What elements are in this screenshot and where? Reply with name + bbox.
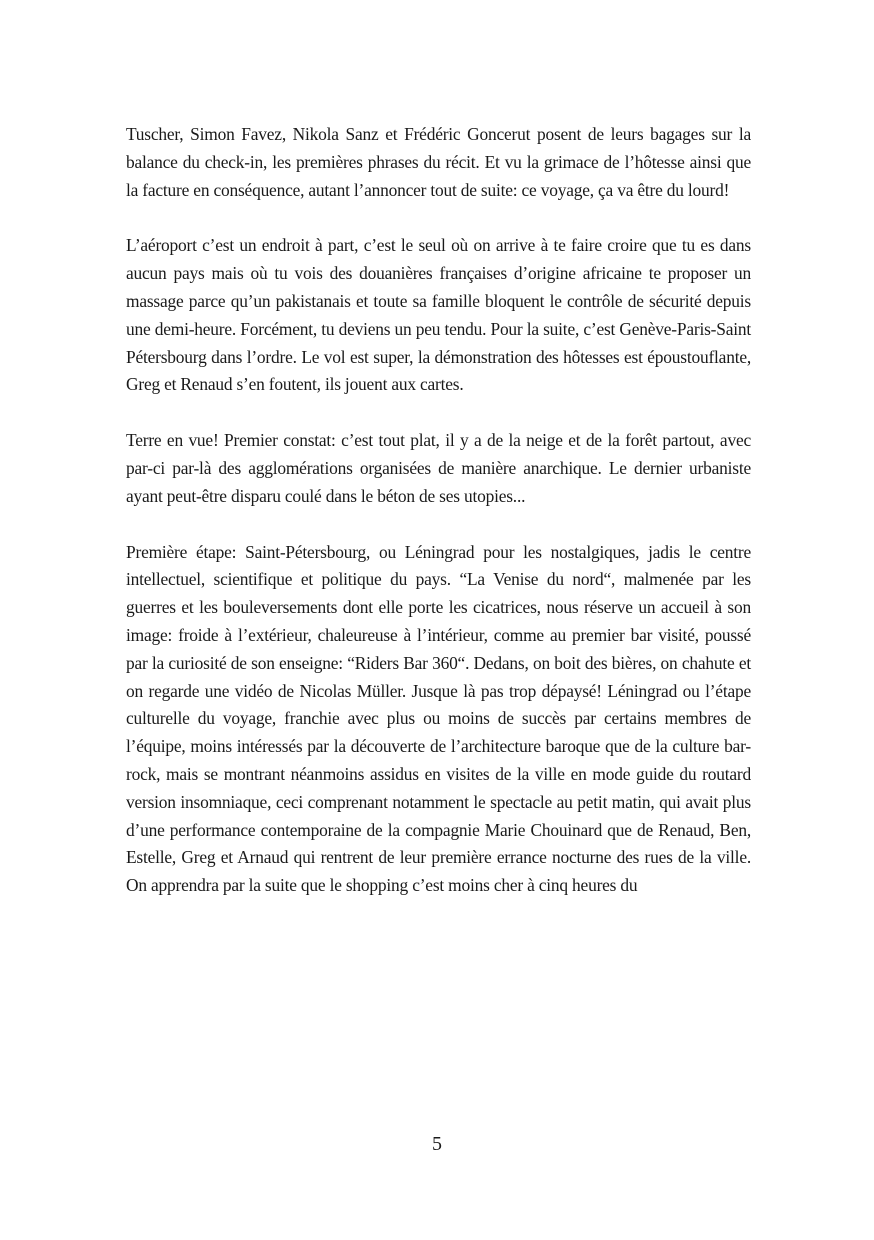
page-number: 5 bbox=[432, 1133, 442, 1155]
paragraph-2: L’aéroport c’est un endroit à part, c’est le seul où on arrive à te faire croire que tu es dans aucun pays mais où tu vois des douanières françaises d’origine africaine te proposer un massage parce qu’un pakistanais et toute sa famille bloquent le contrôle de sécurité depuis une demi-heure. Forcément, tu deviens un peu tendu. Pour la suite, c’est Genève-Paris-Saint Pétersbourg dans l’ordre. Le vol est super, la démonstration des hôtesses est époustouflante, Greg et Renaud s’en foutent, ils jouent aux cartes. bbox=[126, 235, 751, 395]
paragraph-1: Tuscher, Simon Favez, Nikola Sanz et Frédéric Goncerut posent de leurs bagages sur la balance du check-in, les premières phrases du récit. Et vu la grimace de l’hôtesse ainsi que la facture en conséquence, autant l’annoncer tout de suite: ce voyage, ça va être du lourd! bbox=[126, 124, 751, 200]
body-text bbox=[126, 121, 751, 928]
paragraph-3: Terre en vue! Premier constat: c’est tout plat, il y a de la neige et de la forêt partout, avec par-ci par-là des agglomérations organisées de manière anarchique. Le dernier urbaniste ayant peut-être disparu coulé dans le béton de ses utopies... bbox=[126, 430, 751, 506]
paragraph-4: Première étape: Saint-Pétersbourg, ou Léningrad pour les nostalgiques, jadis le centre intellectuel, scientifique et politique du pays. “La Venise du nord“, malmenée par les guerres et les bouleversements dont elle porte les cicatrices, nous réserve un accueil à son image: froide à l’extérieur, chaleureuse à l’intérieur, comme au premier bar visité, poussé par la curiosité de son enseigne: “Riders Bar 360“. Dedans, on boit des bières, on chahute et on regarde une vidéo de Nicolas Müller. Jusque là pas trop dépaysé! Léningrad ou l’étape culturelle du voyage, franchie avec plus ou moins de succès par certains membres de l’équipe, moins intéressés par la découverte de l’architecture baroque que de la culture bar-rock, mais se montrant néanmoins assidus en visites de la ville en mode guide du routard version insomniaque, ceci comprenant notamment le spectacle au petit matin, qui avait plus d’une performance contemporaine de la compagnie Marie Chouinard que de Renaud, Ben, Estelle, Greg et Arnaud qui rentrent de leur première errance nocturne des rues de la ville. On apprendra par la suite que le shopping c’est moins cher à cinq heures du bbox=[126, 541, 751, 896]
